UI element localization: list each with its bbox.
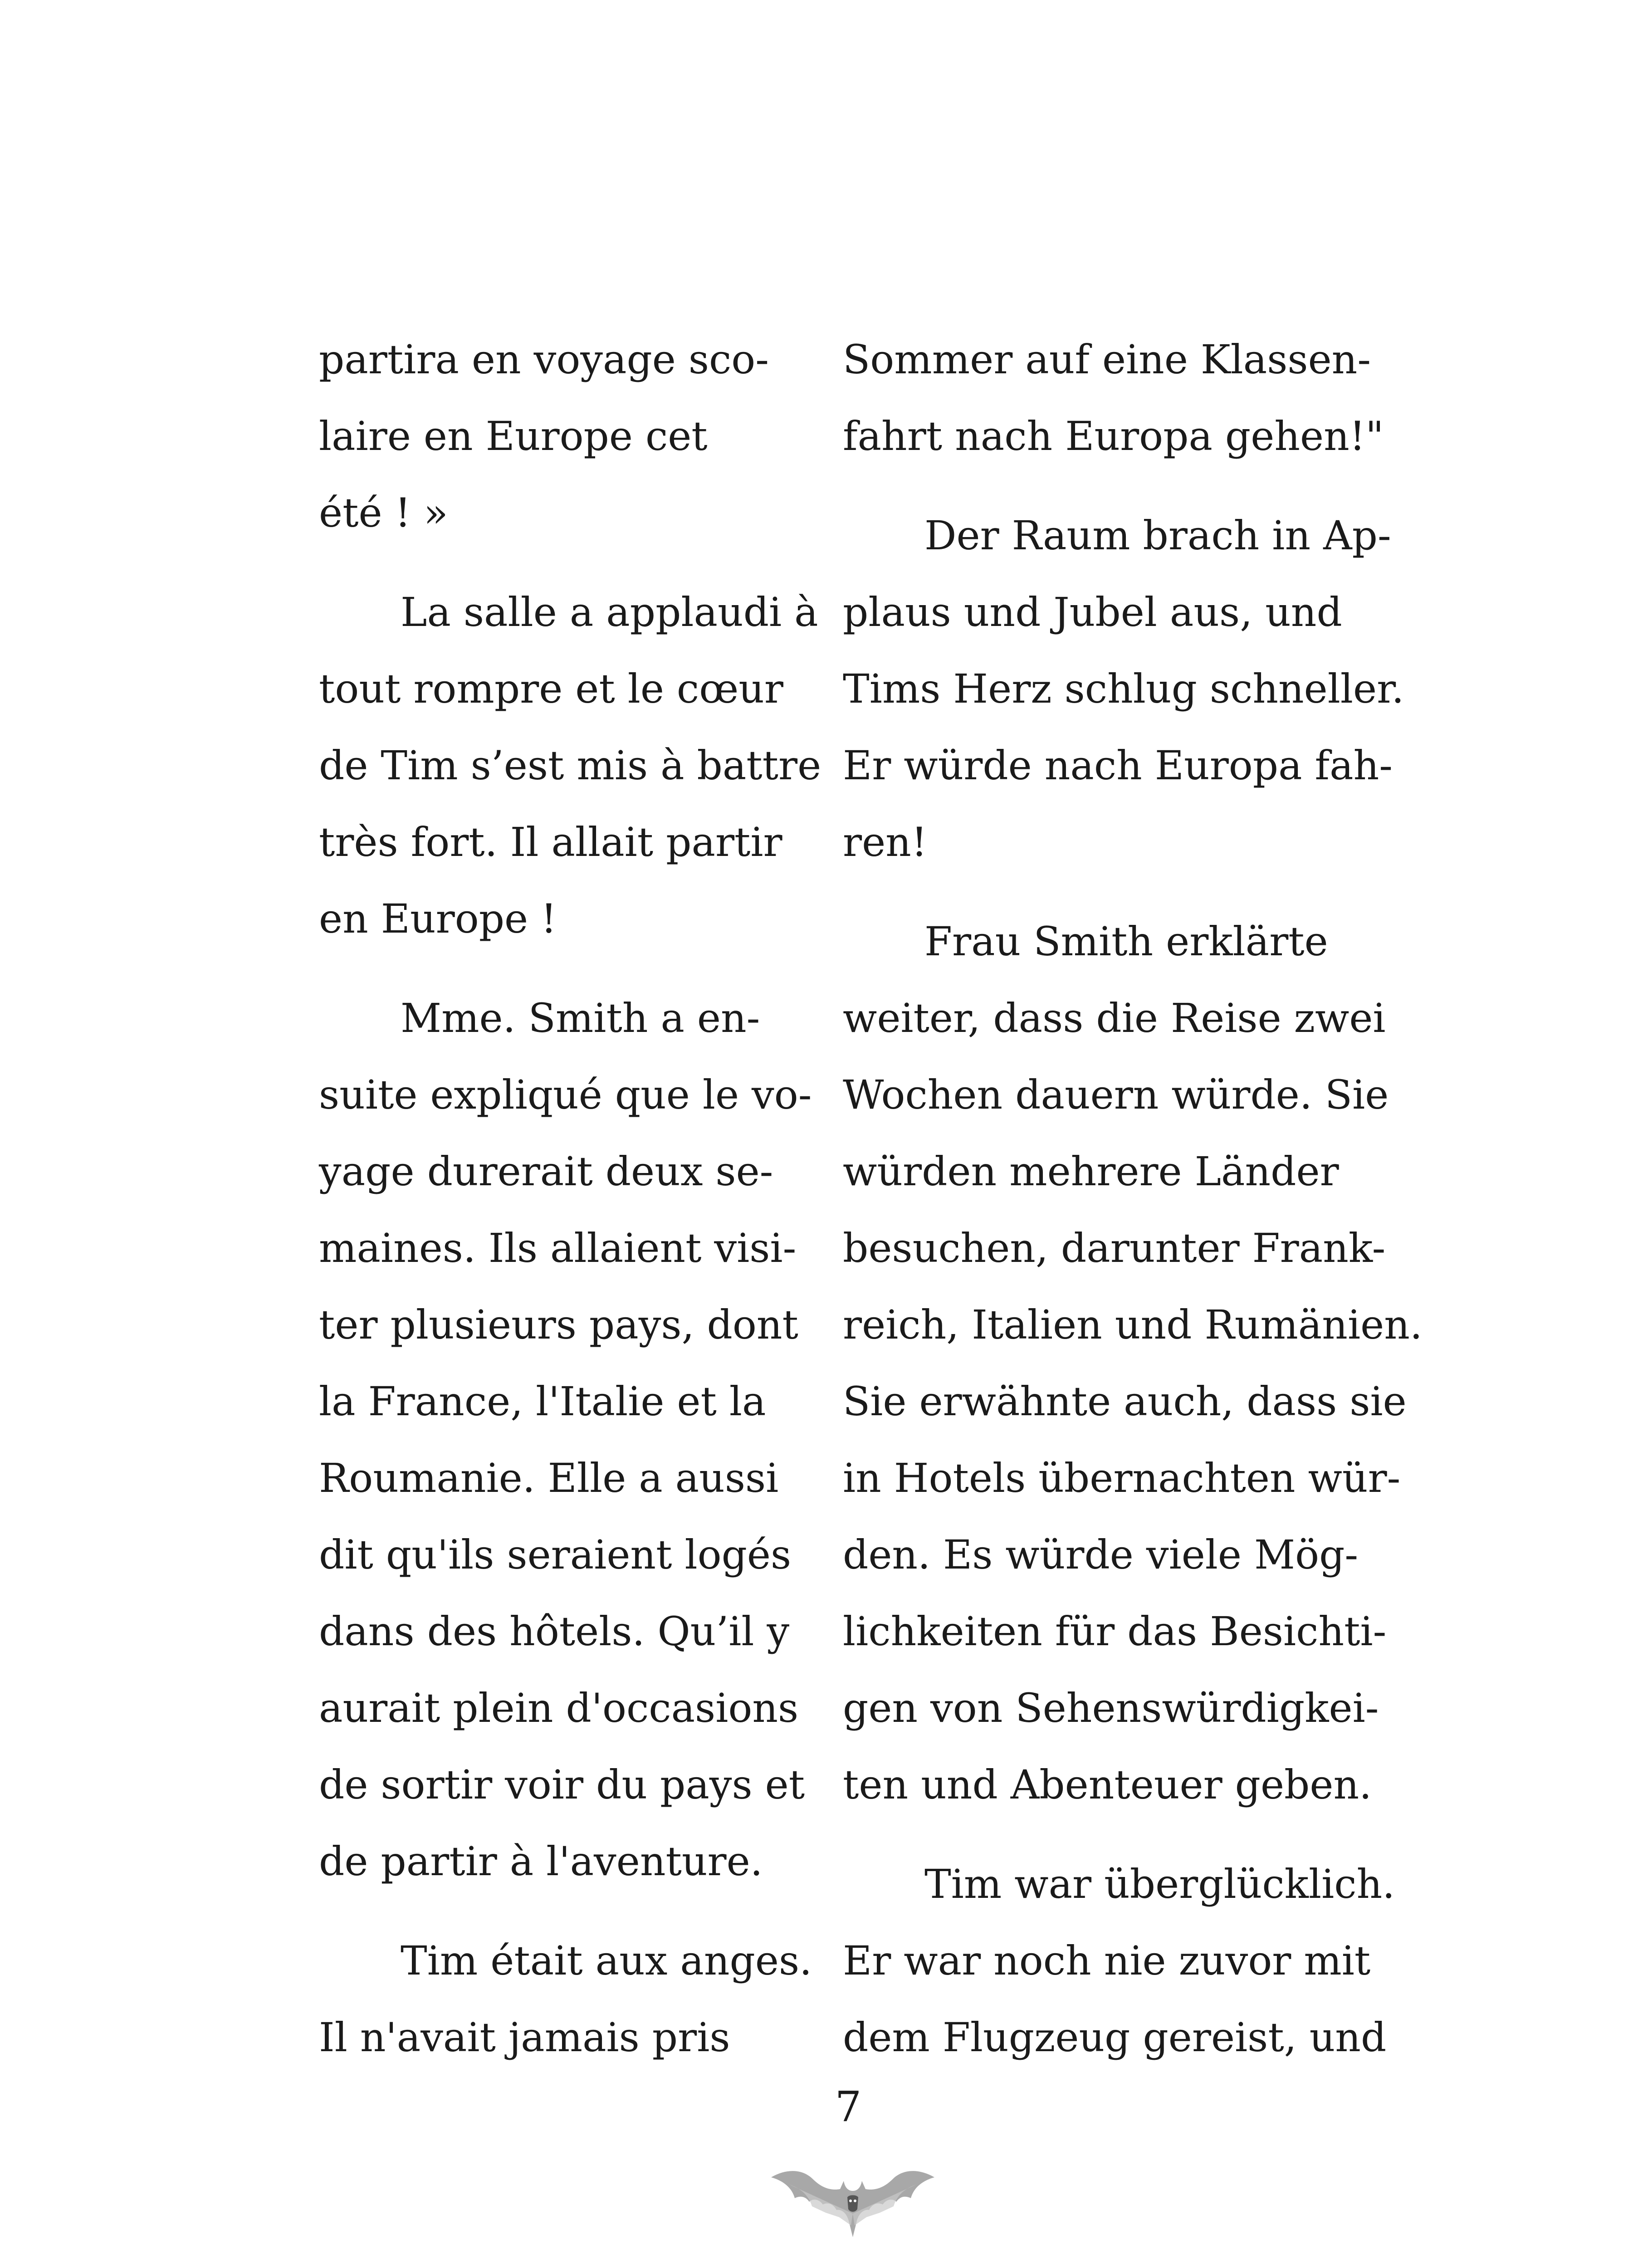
text-line: Der Raum brach in Ap-: [924, 512, 1391, 559]
text-line: tout rompre et le cœur: [319, 665, 783, 712]
bat-icon: [762, 2159, 944, 2250]
text-line: aurait plein d'occasions: [319, 1685, 799, 1731]
text-line: dans des hôtels. Qu’il y: [319, 1608, 790, 1655]
paragraph: [843, 1846, 1423, 2076]
text-line: Mme. Smith a en-: [401, 995, 760, 1041]
text-line: en Europe !: [319, 895, 557, 942]
text-line: de sortir voir du pays et: [319, 1761, 805, 1808]
text-line: gen von Sehenswürdigkei-: [843, 1685, 1379, 1731]
text-line: Tims Herz schlug schneller.: [843, 665, 1404, 712]
text-line: La salle a applaudi à: [401, 589, 818, 635]
page-number: 7: [835, 2082, 862, 2131]
text-line: Il n'avait jamais pris: [319, 2014, 730, 2061]
text-line: lichkeiten für das Besichti-: [843, 1608, 1387, 1655]
text-line: maines. Ils allaient visi-: [319, 1225, 797, 1271]
text-line: la France, l'Italie et la: [319, 1378, 766, 1425]
text-line: in Hotels übernachten wür-: [843, 1455, 1401, 1501]
paragraph: [319, 574, 821, 957]
text-line: de partir à l'aventure.: [319, 1838, 763, 1885]
paragraph: [843, 497, 1423, 880]
paragraph: [319, 980, 821, 1900]
text-line: würden mehrere Länder: [843, 1148, 1339, 1195]
text-line: Sommer auf eine Klassen-: [843, 336, 1371, 383]
text-line: weiter, dass die Reise zwei: [843, 995, 1386, 1041]
french-column: [319, 321, 821, 2098]
text-line: Frau Smith erklärte: [924, 918, 1328, 965]
text-line: Er war noch nie zuvor mit: [843, 1937, 1371, 1984]
text-line: Wochen dauern würde. Sie: [843, 1071, 1389, 1118]
text-line: très fort. Il allait partir: [319, 819, 782, 865]
paragraph: [319, 1922, 821, 2076]
text-line: plaus und Jubel aus, und: [843, 589, 1342, 635]
text-line: besuchen, darunter Frank-: [843, 1225, 1386, 1271]
text-line: Er würde nach Europa fah-: [843, 742, 1393, 789]
text-line: Tim war überglücklich.: [924, 1861, 1395, 1907]
text-line: Tim était aux anges.: [401, 1937, 812, 1984]
text-line: ten und Abenteuer geben.: [843, 1761, 1372, 1808]
text-line: Roumanie. Elle a aussi: [319, 1455, 779, 1501]
text-line: dit qu'ils seraient logés: [319, 1531, 792, 1578]
text-line: été ! »: [319, 489, 448, 536]
paragraph: [843, 321, 1423, 474]
text-line: dem Flugzeug gereist, und: [843, 2014, 1387, 2061]
text-line: partira en voyage sco-: [319, 336, 769, 383]
text-line: Sie erwähnte auch, dass sie: [843, 1378, 1407, 1425]
text-line: den. Es würde viele Mög-: [843, 1531, 1359, 1578]
text-line: fahrt nach Europa gehen!": [843, 413, 1384, 459]
text-line: reich, Italien und Rumänien.: [843, 1301, 1423, 1348]
text-line: laire en Europe cet: [319, 413, 708, 459]
german-column: [843, 321, 1423, 2098]
text-line: suite expliqué que le vo-: [319, 1071, 812, 1118]
paragraph: [319, 321, 821, 551]
paragraph: [843, 903, 1423, 1823]
text-line: ren!: [843, 819, 928, 865]
text-line: yage durerait deux se-: [319, 1148, 773, 1195]
text-line: ter plusieurs pays, dont: [319, 1301, 798, 1348]
text-line: de Tim s’est mis à battre: [319, 742, 821, 789]
